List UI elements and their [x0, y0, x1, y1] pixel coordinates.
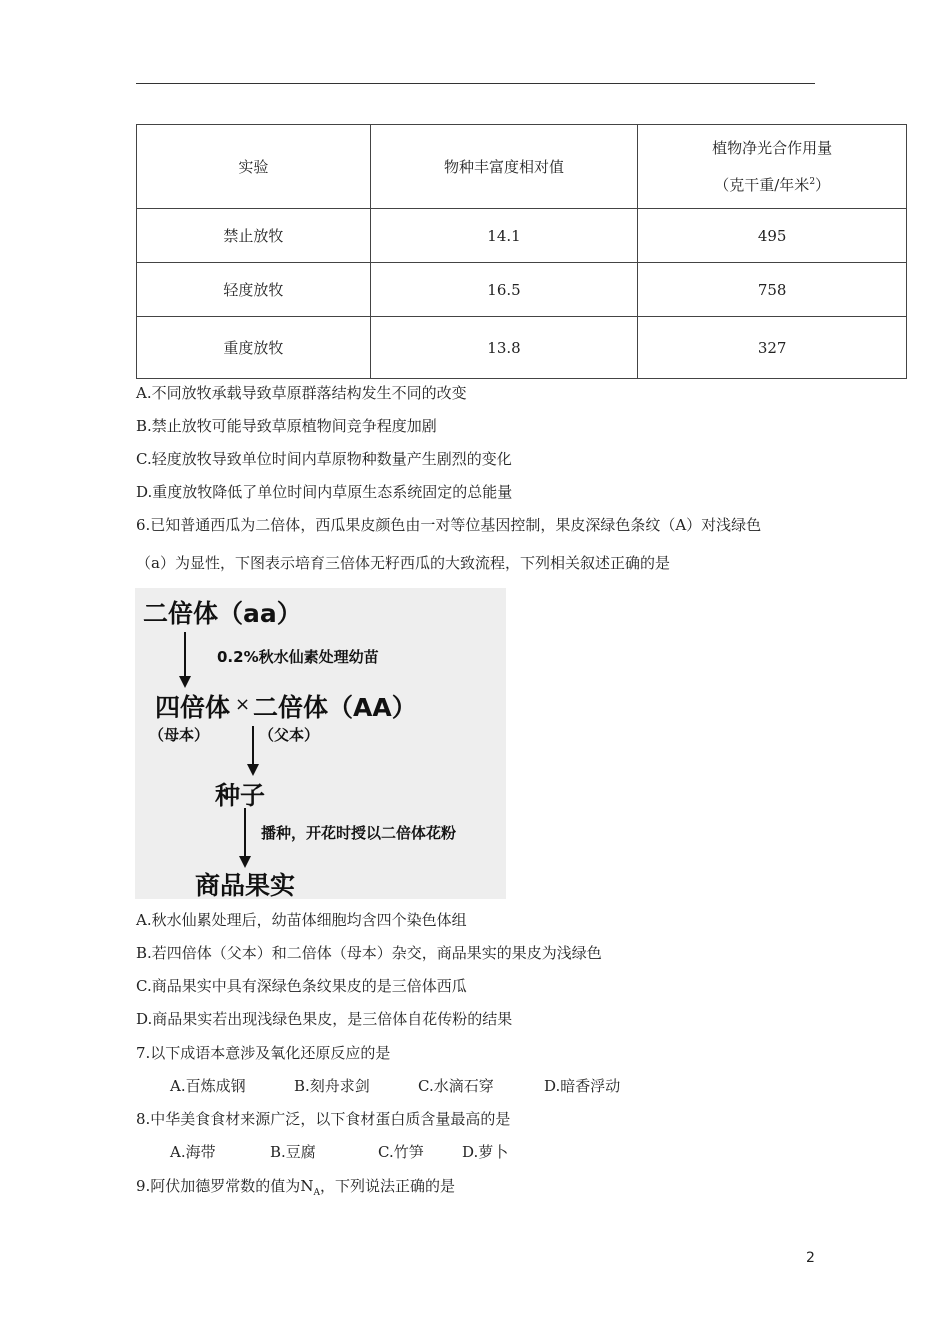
q7-stem: 7.以下成语本意涉及氧化还原反应的是: [136, 1044, 391, 1062]
cross-symbol: ×: [235, 694, 251, 715]
q5-option-a: A.不同放牧承载导致草原群落结构发生不同的改变: [136, 384, 467, 402]
sowing-step: 播种，开花时授以二倍体花粉: [261, 824, 457, 842]
table-row: [137, 209, 907, 263]
header-cell: 实验: [137, 125, 371, 209]
table-cell: 13.8: [370, 317, 638, 379]
diploid-AA-label: 二倍体（AA）: [253, 693, 417, 722]
q8-options: [170, 1141, 508, 1162]
q7-option: A.百炼成钢: [170, 1077, 246, 1095]
q6-option-c: C.商品果实中具有深绿色条纹果皮的是三倍体西瓜: [136, 977, 467, 995]
father-label: （父本）: [259, 726, 320, 744]
commercial-fruit-label: 商品果实: [195, 871, 296, 900]
q7-option: B.刻舟求剑: [294, 1077, 370, 1095]
header-unit: （克干重/年米$^2$）: [714, 176, 831, 194]
q9-stem: 9.阿伏加德罗常数的值为$N_A$，下列说法正确的是: [136, 1177, 455, 1198]
q8-option: D.萝卜: [462, 1143, 509, 1161]
header-rule: [136, 83, 815, 84]
q8-option: A.海带: [170, 1143, 216, 1161]
q8-option: C.竹笋: [378, 1143, 424, 1161]
header-cell: 物种丰富度相对值: [370, 125, 638, 209]
q6-option-a: A.秋水仙累处理后，幼苗体细胞均含四个染色体组: [136, 911, 467, 929]
page-number: 2: [806, 1250, 815, 1266]
triploid-watermelon-flowchart: [135, 588, 506, 899]
seed-label: 种子: [215, 781, 266, 810]
q7-options: [170, 1075, 620, 1096]
q6-option-d: D.商品果实若出现浅绿色果皮，是三倍体自花传粉的结果: [136, 1010, 513, 1028]
q7-option: D.暗香浮动: [544, 1077, 621, 1095]
table-cell: 327: [638, 317, 907, 379]
colchicine-step: 0.2%秋水仙素处理幼苗: [217, 648, 379, 666]
table-header-row: [137, 125, 907, 209]
diploid-aa-label: 二倍体（aa）: [143, 599, 302, 628]
mother-label: （母本）: [149, 726, 210, 744]
q5-option-c: C.轻度放牧导致单位时间内草原物种数量产生剧烈的变化: [136, 450, 512, 468]
q8-option: B.豆腐: [270, 1143, 316, 1161]
header-cell: [638, 125, 907, 209]
table-cell: 14.1: [370, 209, 638, 263]
table-cell: 重度放牧: [137, 317, 371, 379]
q6-option-b: B.若四倍体（父本）和二倍体（母本）杂交，商品果实的果皮为浅绿色: [136, 944, 602, 962]
table-cell: 轻度放牧: [137, 263, 371, 317]
q7-option: C.水滴石穿: [418, 1077, 494, 1095]
table-cell: 16.5: [370, 263, 638, 317]
q5-option-b: B.禁止放牧可能导致草原植物间竞争程度加剧: [136, 417, 437, 435]
table-row: [137, 317, 907, 379]
table-cell: 758: [638, 263, 907, 317]
q8-stem: 8.中华美食食材来源广泛，以下食材蛋白质含量最高的是: [136, 1110, 511, 1128]
q5-option-d: D.重度放牧降低了单位时间内草原生态系统固定的总能量: [136, 483, 513, 501]
q6-stem-line1: 6.已知普通西瓜为二倍体，西瓜果皮颜色由一对等位基因控制，果皮深绿色条纹（A）对浅绿色: [136, 516, 762, 534]
header-line: 植物净光合作用量: [712, 139, 833, 157]
tetraploid-label: 四倍体: [155, 693, 231, 722]
q6-stem-line2: （a）为显性，下图表示培育三倍体无籽西瓜的大致流程，下列相关叙述正确的是: [136, 554, 670, 572]
table-cell: 495: [638, 209, 907, 263]
table-row: [137, 263, 907, 317]
grazing-table: [136, 124, 907, 379]
table-cell: 禁止放牧: [137, 209, 371, 263]
